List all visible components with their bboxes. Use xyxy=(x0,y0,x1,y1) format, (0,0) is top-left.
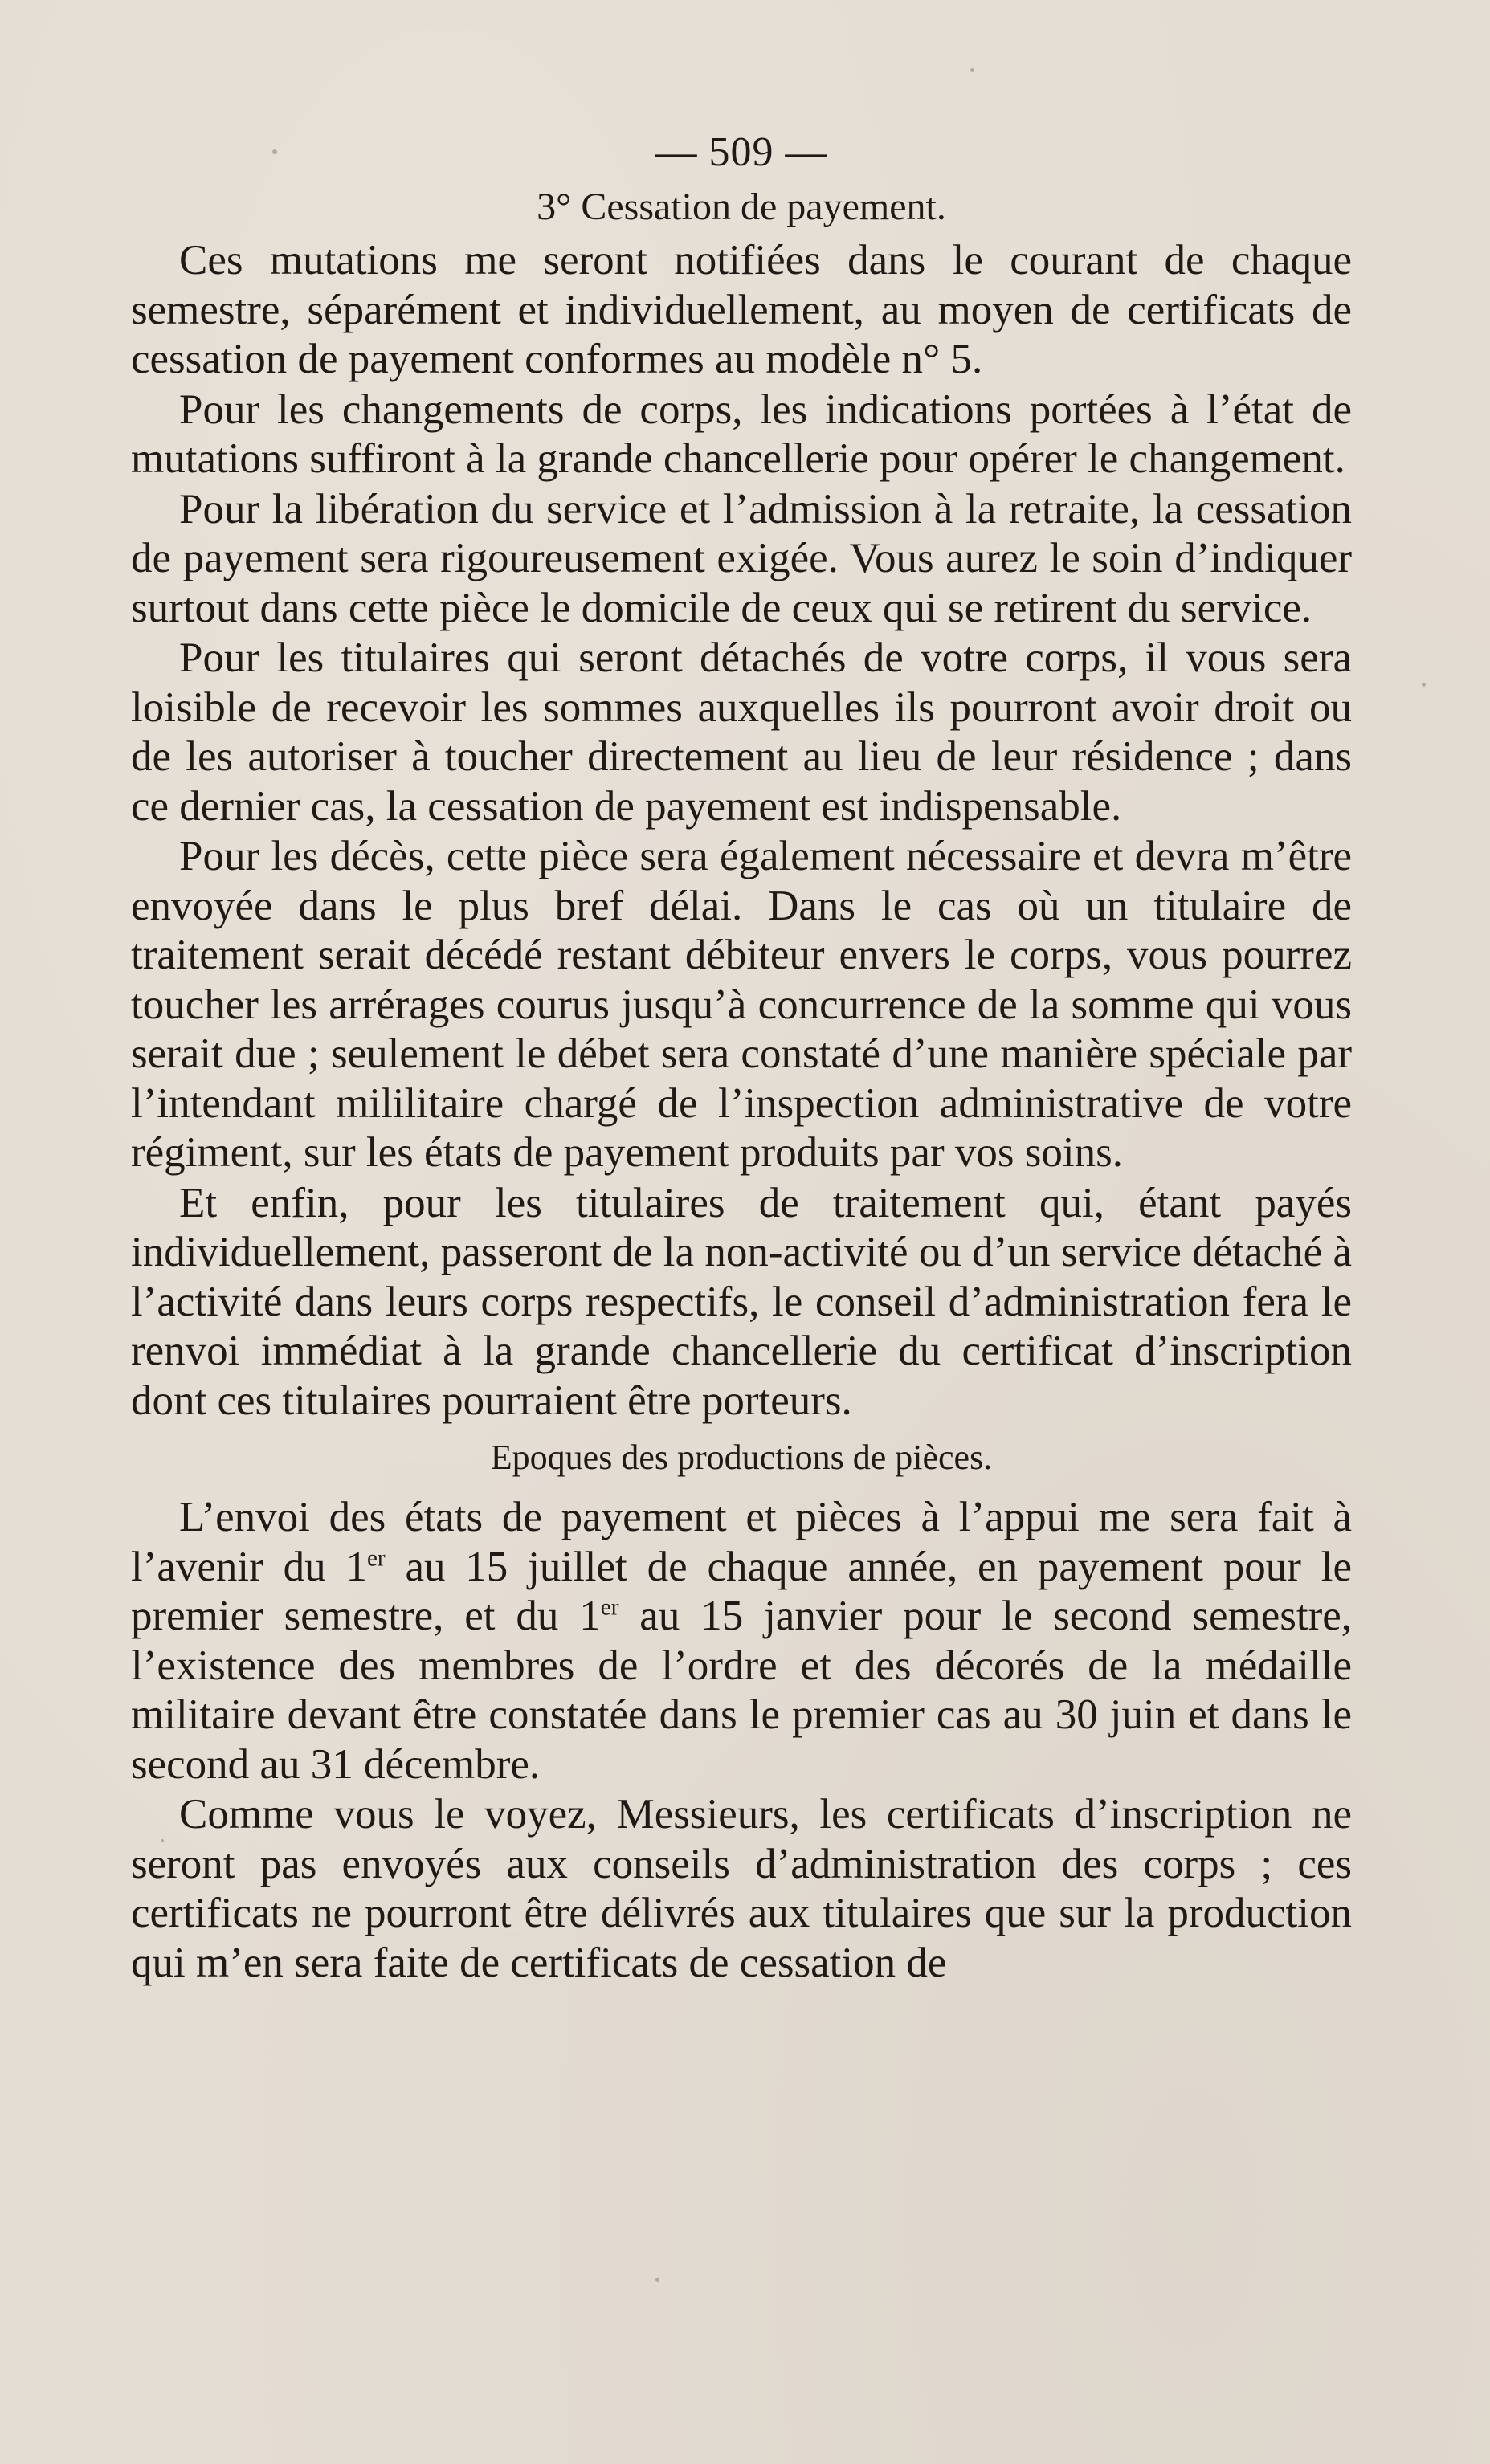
paragraph-deces: Pour les décès, cette pièce sera également nécessaire et devra m’être envoyée dans le plus bref délai. Dans le cas où un titulaire de traitement serait décédé restant débiteur envers le corps, vous pourrez toucher les arrérages courus jusqu’à concurrence de la somme qui vous serait due ; seulement le débet sera constaté d’une manière spéciale par l’intendant mililitaire chargé de l’inspection administrative de votre régiment, sur les états de payement produits par vos soins. xyxy=(131,833,1352,1176)
paper-speck xyxy=(655,2278,659,2282)
paper-speck xyxy=(970,68,974,72)
paragraph-mutations: Ces mutations me seront notifiées dans le courant de chaque semestre, séparément et individuellement, au moyen de certificats de cessation de payement conformes au modèle n° 5. xyxy=(131,237,1352,382)
subheading-epoques: Epoques des productions de pièces. xyxy=(490,1438,993,1477)
page-text xyxy=(131,129,1352,1989)
paragraph-changements-corps: Pour les changements de corps, les indications portées à l’état de mutations suffiront à la grande chancellerie pour opérer le changement. xyxy=(131,386,1352,482)
text-run: au 15 janvier pour le second semestre, l’existence des membres de l’ordre et des décorés de la médaille militaire devant être constatée dans le premier cas au 30 juin et dans le second au 31 décembre. xyxy=(131,1593,1353,1788)
paragraph-titulaires-detaches: Pour les titulaires qui seront détachés de votre corps, il vous sera loisible de recevoir les sommes auxquelles ils pourront avoir droit ou de les autoriser à toucher directement au lieu de leur résidence ; dans ce dernier cas, la cessation de payement est indispensable. xyxy=(131,634,1352,830)
page-number: — 509 — xyxy=(655,129,828,175)
paper-speck xyxy=(1422,683,1426,687)
text-run: au 15 juillet de chaque année, en payement pour le premier semestre, et du 1 xyxy=(131,1543,1352,1639)
section-heading: 3° Cessation de payement. xyxy=(537,186,946,228)
paragraph-comme-vous-le-voyez: Comme vous le voyez, Messieurs, les certificats d’inscription ne seront pas envoyés aux conseils d’administration des corps ; ces certificats ne pourront être délivrés aux titulaires que sur la production qui m’en sera faite de certificats de cessation de xyxy=(131,1791,1352,1986)
paragraph-liberation: Pour la libération du service et l’admission à la retraite, la cessation de payement sera rigoureusement exigée. Vous aurez le soin d’indiquer surtout dans cette pièce le domicile de ceux qui se retirent du service. xyxy=(131,485,1352,631)
superscript: er xyxy=(600,1594,619,1621)
superscript: er xyxy=(366,1544,386,1571)
paragraph-envoi-etats xyxy=(131,1493,1352,1789)
paragraph-et-enfin: Et enfin, pour les titulaires de traitement qui, étant payés individuellement, passeront de la non-activité ou d’un service détaché à l’activité dans leurs corps respectifs, le conseil d’administration fera le renvoi immédiat à la grande chancellerie du certificat d’inscription dont ces titulaires pourraient être porteurs. xyxy=(131,1179,1352,1424)
text-run: L’envoi des états de payement et pièces à l’appui me sera fait à l’avenir du 1 xyxy=(131,1494,1352,1590)
